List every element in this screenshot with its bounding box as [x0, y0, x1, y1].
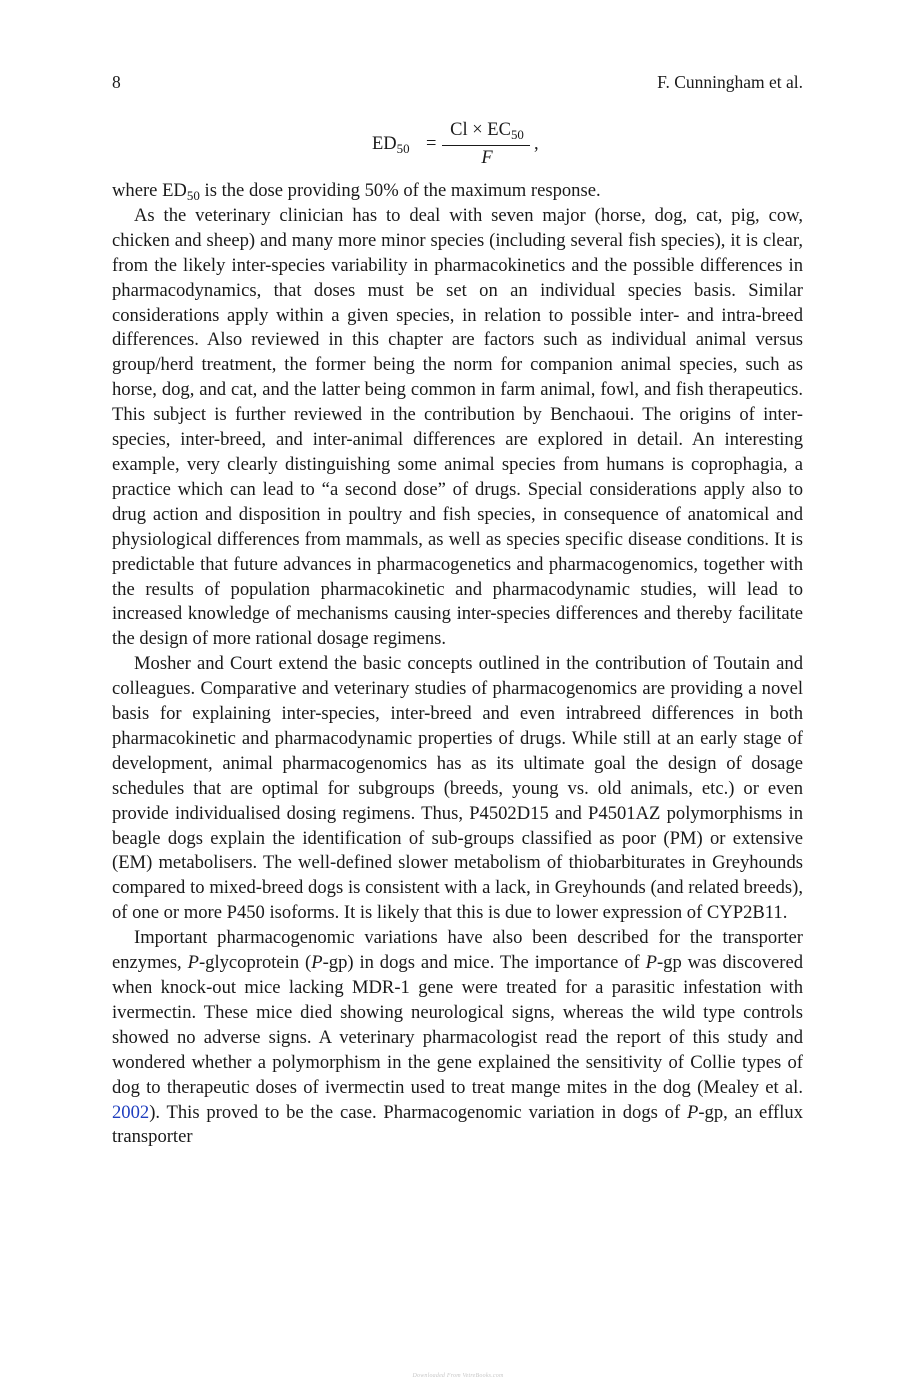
pgp-text-4: -gp was discovered when knock-out mice lacking MDR-1 gene were treated for a parasitic infestation with ivermectin. These mice died showing neurological signs, whereas the wild type controls showed no adverse signs. A veterinary pharmacologist read the report of this study and wondered whether a polymorphism in the gene explained the sensitivity of Collie types of dog to therapeutic doses of ivermectin used to treat mange mites in the dog (Mealey et al. [112, 952, 803, 1098]
pgp-italic-p-3: P [645, 952, 657, 974]
pgp-italic-p-2: P [311, 952, 323, 974]
equation-lhs-base: ED [372, 134, 397, 154]
pgp-text-3: -gp) in dogs and mice. The importance of [322, 952, 646, 974]
equation-denominator: F [481, 148, 493, 168]
pgp-italic-p-1: P [187, 952, 199, 974]
fraction-bar [442, 145, 530, 146]
paragraph-pharmacogenomics: Mosher and Court extend the basic concepts outlined in the contribution of Toutain and colleagues. Comparative and veterinary studies of pharmacogenomics are providing a novel basis for explaining inter-species, inter-breed and even intrabreed differences in both pharmacokinetic and pharmacodynamic properties of drugs. While still at an early stage of development, animal pharmacogenomics has as its ultimate goal the design of dosage schedules that are optimal for subgroups (breeds, young vs. old animals, etc.) or even provide individualised dosing regimens. Thus, P4502D15 and P4501AZ polymorphisms in beagle dogs explain the identification of sub-groups classified as poor (PM) or extensive (EM) metabolisers. The well-defined slower metabolism of thiobarbiturates in Greyhounds compared to mixed-breed dogs is consistent with a lack, in Greyhounds (and related breeds), of one or more P450 isoforms. It is likely that this is due to lower expression of CYP2B11. [112, 653, 803, 924]
pgp-italic-p-4: P [686, 1101, 699, 1123]
body-text [112, 179, 803, 1150]
download-watermark: Downloaded From VetreBooks.com [412, 1373, 504, 1379]
equation-trailing-comma: , [534, 134, 539, 154]
paragraph-p-glycoprotein [112, 926, 803, 1150]
page-header [112, 72, 803, 94]
equation-numerator [442, 120, 532, 141]
equation-equals-sign: = [426, 134, 437, 154]
pgp-text-1: Important pharmacogenomic variations have also been described for the transporter enzymes, [112, 927, 803, 974]
ed50-definition-start: where ED [112, 180, 187, 201]
citation-link-mealey-2002[interactable]: 2002 [112, 1101, 150, 1123]
ed50-definition-end: is the dose providing 50% of the maximum response. [199, 180, 601, 201]
equation-lhs-subscript: 50 [396, 140, 410, 156]
running-head: F. Cunningham et al. [657, 72, 803, 92]
pgp-text-2: -glycoprotein ( [198, 952, 312, 974]
equation-lhs [372, 134, 410, 155]
equation-numerator-base: Cl × EC [450, 120, 511, 140]
pgp-text-6: -gp, an efflux transporter [112, 1101, 804, 1148]
equation-numerator-subscript: 50 [510, 126, 524, 142]
page-number: 8 [112, 72, 121, 92]
ed50-definition-subscript: 50 [186, 187, 200, 203]
pgp-text-5: ). This proved to be the case. Pharmacogenomic variation in dogs of [149, 1101, 687, 1123]
paragraph-species-variability: As the veterinary clinician has to deal with seven major (horse, dog, cat, pig, cow, chicken and sheep) and many more minor species (including several fish species), it is clear, from the likely inter-species variability in pharmacokinetics and the possible differences in pharmacodynamics, that doses must be set on an individual species basis. Similar considerations apply within a given species, in relation to possible inter- and intra-breed differences. Also reviewed in this chapter are factors such as individual animal versus group/herd treatment, the former being the norm for companion animal species, such as horse, dog, and cat, and the latter being common in farm animal, fowl, and fish therapeutics. This subject is further reviewed in the contribution by Benchaoui. The origins of inter-species, inter-breed, and inter-animal differences are explored in detail. An interesting example, very clearly distinguishing some animal species from humans is coprophagia, a practice which can lead to “a second dose” of drugs. Special considerations apply also to drug action and disposition in poultry and fish species, in consequence of anatomical and physiological differences from mammals, as well as species specific disease conditions. It is predictable that future advances in pharmacogenetics and pharmacogenomics, together with the results of population pharmacokinetic and pharmacodynamic studies, will lead to increased knowledge of mechanisms causing inter-species differences and thereby facilitate the design of more rational dosage regimens. [112, 204, 803, 650]
paragraph-ed50-definition [112, 179, 803, 204]
